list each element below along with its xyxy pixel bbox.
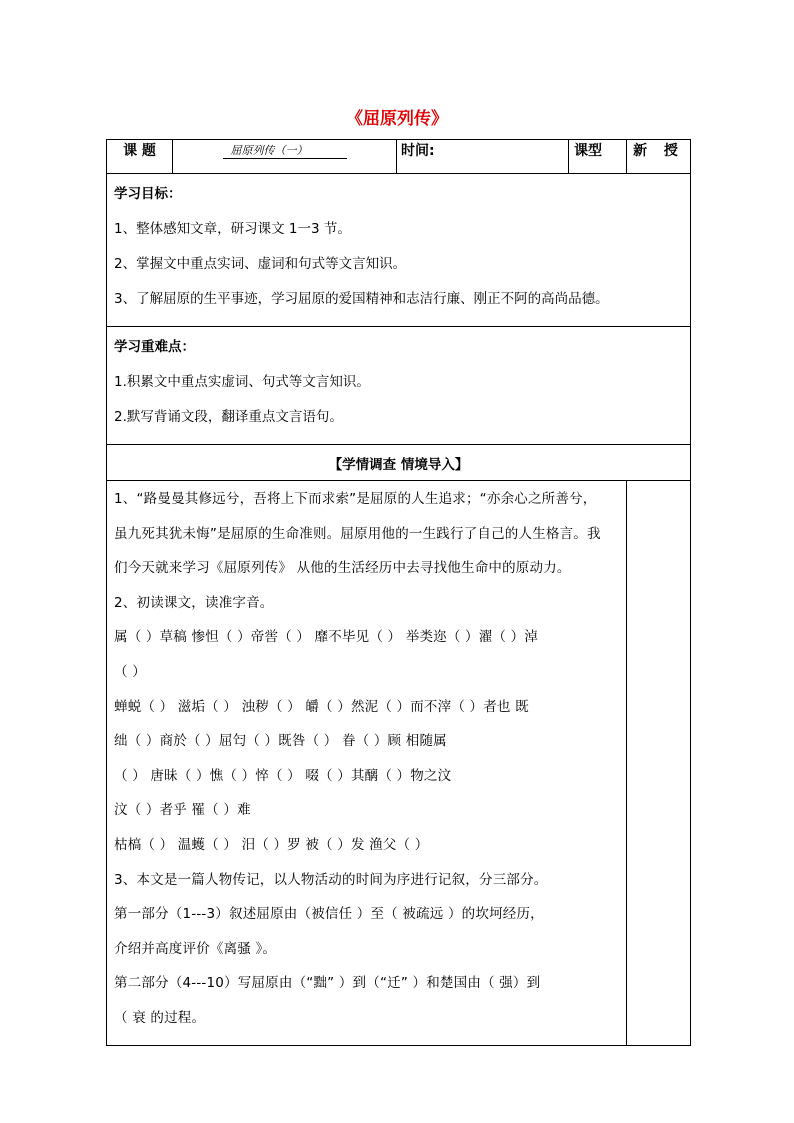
content-line: （ ） [114,663,146,680]
time-label: 时间: [397,140,569,174]
objective-item: 2、掌握文中重点实词、虚词和句式等文言知识。 [114,256,407,272]
objective-item: 3、了解屈原的生平事迹，学习屈原的爱国精神和志洁行廉、刚正不阿的高尚品德。 [114,291,609,307]
section-title: 【学情调查 情境导入】 [107,445,691,481]
type-label: 课型 [569,140,627,174]
content-line: 汶（ ）者乎 罹（ ）难 [114,802,251,819]
content-line: 属（ ）草稿 惨怛（ ）帝喾（ ） 靡不毕见（ ） 举类迩（ ）濯（ ）淖 [114,629,539,646]
content-line: 1、“路曼曼其修远兮，吾将上下而求索”是屈原的人生追求；“亦余心之所善兮， [114,491,597,507]
objectives-row [107,174,691,327]
content-line: 3、本文是一篇人物传记，以人物活动的时间为序进行记叙，分三部分。 [114,871,548,888]
objectives-heading: 学习目标： [114,186,182,202]
content-line: 们今天就来学习《屈原列传》 从他的生活经历中去寻找他生命中的原动力。 [114,560,571,577]
page-title: 《屈原列传》 [346,109,448,129]
lesson-plan-table [106,139,691,1046]
objective-item: 1、整体感知文章，研习课文 1一3 节。 [114,221,351,237]
objectives-cell [107,174,691,327]
content-line: 第二部分（4---10）写屈原由（“黜” ）到（“迁” ）和楚国由（ 强）到 [114,975,541,992]
content-line: 虽九死其犹未悔”是屈原的生命准则。屈原用他的一生践行了自己的人生格言。我 [114,525,601,542]
content-line: 2、初读课文，读准字音。 [114,594,274,611]
type-value: 新 授 [627,140,691,174]
key-points-row [107,327,691,445]
content-line: 蝉蜕（ ） 滋垢（ ） 浊秽（ ） 皭（ ）然泥（ ）而不滓（ ）者也 既 [114,698,529,715]
key-points-cell [107,327,691,445]
content-line: 绌（ ）商於（ ）屈匄（ ）既咎（ ） 眷（ ）顾 相随属 [114,733,447,750]
key-point-item: 2.默写背诵文段，翻译重点文言语句。 [114,409,343,425]
topic-value: 屈原列传（一） [223,144,347,159]
section-title-row [107,445,691,481]
content-line: 第一部分（1---3）叙述屈原由（被信任 ）至（ 被疏远 ）的坎坷经历， [114,906,544,923]
notes-column [627,481,691,1046]
content-line: （ ） 唐昧（ ）憔（ ）悴（ ） 啜（ ）其醨（ ）物之汶 [114,767,452,784]
key-point-item: 1.积累文中重点实虚词、句式等文言知识。 [114,374,370,390]
content-cell [107,481,627,1046]
content-line: 介绍并高度评价《离骚 》。 [114,940,277,957]
topic-label: 课 题 [107,140,173,174]
key-points-heading: 学习重难点： [114,339,195,355]
content-line: 枯槁（ ） 温蠖（ ） 汨（ ）罗 被（ ）发 渔父（ ） [114,836,429,853]
header-row [107,140,691,174]
content-row [107,481,691,1046]
content-line: （ 衰 的过程。 [114,1009,206,1026]
